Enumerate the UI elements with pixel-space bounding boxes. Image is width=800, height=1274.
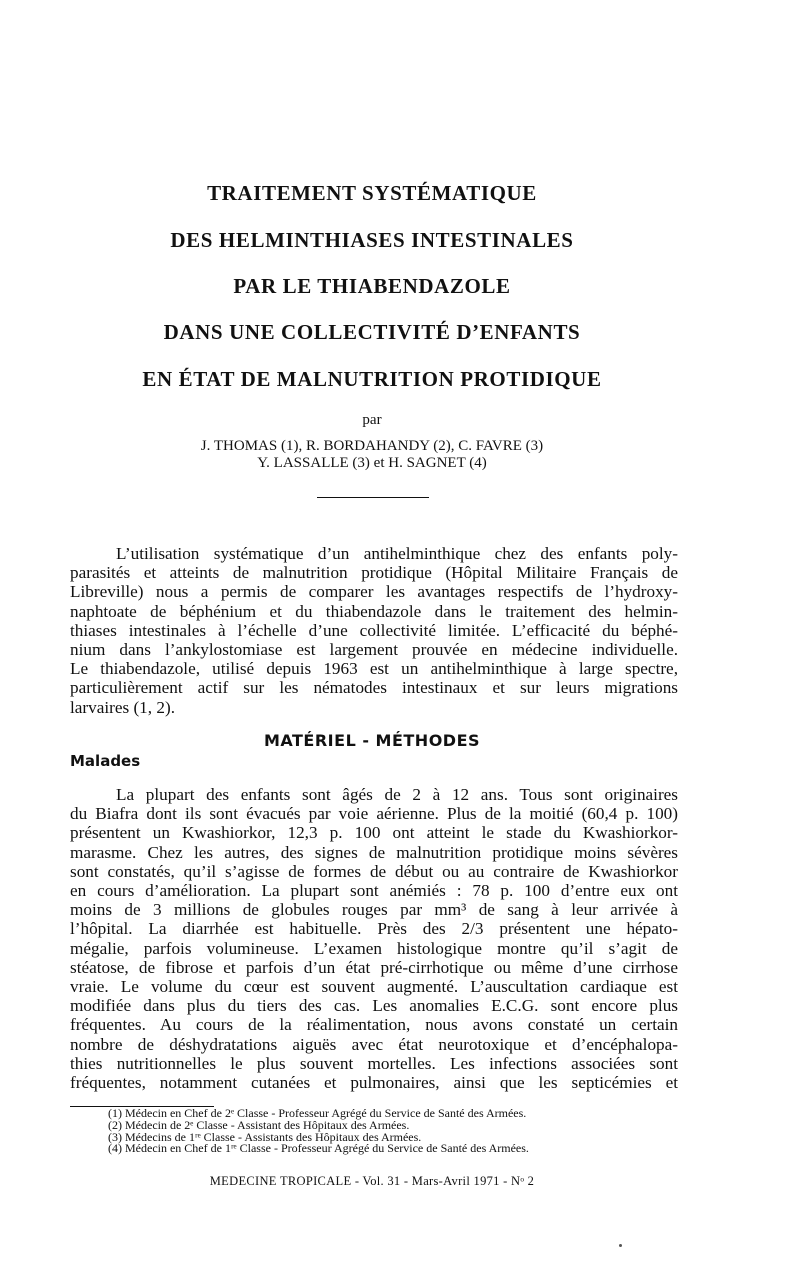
intro-line: Le thiabendazole, utilisé depuis 1963 est un antihelminthique à large spectre, xyxy=(70,659,678,679)
intro-line: naphtoate de béphénium et du thiabendazole dans le traitement des helmin- xyxy=(70,601,678,621)
footnote-3: (3) Médecins de 1ʳᵉ Classe - Assistants des Hôpitaux des Armées. xyxy=(108,1129,422,1144)
authors-line-2: Y. LASSALLE (3) et H. SAGNET (4) xyxy=(257,455,487,471)
title-line-1: TRAITEMENT SYSTÉMATIQUE xyxy=(207,181,537,205)
section-heading: MATÉRIEL - MÉTHODES xyxy=(263,731,481,750)
title-line-4: DANS UNE COLLECTIVITÉ D’ENFANTS xyxy=(163,320,581,344)
intro-line: parasités et atteints de malnutrition protidique (Hôpital Militaire Français de xyxy=(70,563,678,583)
malades-line: fréquentes, notamment cutanées et pulmonaires, ainsi que les septicémies et xyxy=(70,1073,678,1093)
intro-line: larvaires (1, 2). xyxy=(70,697,175,717)
print-speck xyxy=(619,1244,622,1247)
intro-paragraph xyxy=(70,544,678,717)
malades-line: vraie. Le volume du cœur est souvent augmenté. L’auscultation cardiaque est xyxy=(70,977,678,997)
malades-paragraph xyxy=(70,785,678,1092)
malades-line: du Biafra dont ils sont évacués par voie aérienne. Plus de la moitié (60,4 p. 100) xyxy=(70,804,678,824)
malades-line: thies nutritionnelles le plus souvent mortelles. Les infections associées sont xyxy=(70,1053,678,1073)
subheading-malades: Malades xyxy=(70,752,141,770)
malades-line: l’hôpital. La diarrhée est habituelle. Près des 2/3 présentent une hépato- xyxy=(70,919,678,939)
malades-line: présentent un Kwashiorkor, 12,3 p. 100 ont atteint le stade du Kwashiorkor- xyxy=(70,823,678,843)
intro-line: particulièrement actif sur les nématodes intestinaux et sur leurs migrations xyxy=(70,678,678,698)
malades-line: La plupart des enfants sont âgés de 2 à 12 ans. Tous sont originaires xyxy=(116,785,678,804)
footnote-1: (1) Médecin en Chef de 2ᵉ Classe - Professeur Agrégé du Service de Santé des Armées. xyxy=(108,1106,527,1120)
intro-line: nium dans l’ankylostomiase est largement prouvée en médecine individuelle. xyxy=(70,640,678,660)
malades-line: stéatose, de fibrose et parfois d’un état pré-cirrhotique ou même d’une cirrhose xyxy=(70,957,678,977)
title-divider xyxy=(317,497,429,498)
intro-line: L’utilisation systématique d’un antihelminthique chez des enfants poly- xyxy=(116,544,678,563)
authors-line-1: J. THOMAS (1), R. BORDAHANDY (2), C. FAVRE (3) xyxy=(200,438,544,454)
malades-line: en cours d’amélioration. La plupart sont anémiés : 78 p. 100 d’entre eux ont xyxy=(70,881,678,901)
footnotes xyxy=(108,1108,648,1155)
malades-line: fréquentes. Au cours de la réalimentation, nous avons constaté un certain xyxy=(70,1015,678,1035)
footnote-4: (4) Médecin en Chef de 1ʳᵉ Classe - Professeur Agrégé du Service de Santé des Armées. xyxy=(108,1141,529,1156)
malades-line: sont constatés, qu’il s’agisse de formes de début ou au contraire de Kwashiorkor xyxy=(70,861,678,881)
malades-line: moins de 3 millions de globules rouges par mm³ de sang à leur arrivée à xyxy=(70,900,678,920)
malades-line: modifiée dans plus du tiers des cas. Les anomalies E.C.G. sont encore plus xyxy=(70,996,678,1016)
title-line-5: EN ÉTAT DE MALNUTRITION PROTIDIQUE xyxy=(142,367,602,391)
footnote-2: (2) Médecin de 2ᵉ Classe - Assistant des Hôpitaux des Armées. xyxy=(108,1117,410,1132)
malades-line: mégalie, parfois volumineuse. L’examen histologique montre qu’il s’agit de xyxy=(70,938,678,958)
title-line-2: DES HELMINTHIASES INTESTINALES xyxy=(170,228,574,252)
by-label: par xyxy=(362,412,382,428)
intro-line: thiases intestinales à l’échelle d’une collectivité limitée. L’efficacité du béphé- xyxy=(70,620,678,640)
malades-line: marasme. Chez les autres, des signes de malnutrition protidique moins sévères xyxy=(70,842,678,862)
journal-footer: MEDECINE TROPICALE - Vol. 31 - Mars-Avril 1971 - Nᵒ 2 xyxy=(209,1174,535,1188)
malades-line: nombre de déshydratations aiguës avec état neurotoxique et d’encéphalopa- xyxy=(70,1034,678,1054)
intro-line: Libreville) nous a permis de comparer les avantages respectifs de l’hydroxy- xyxy=(70,582,678,602)
title-line-3: PAR LE THIABENDAZOLE xyxy=(233,274,511,298)
